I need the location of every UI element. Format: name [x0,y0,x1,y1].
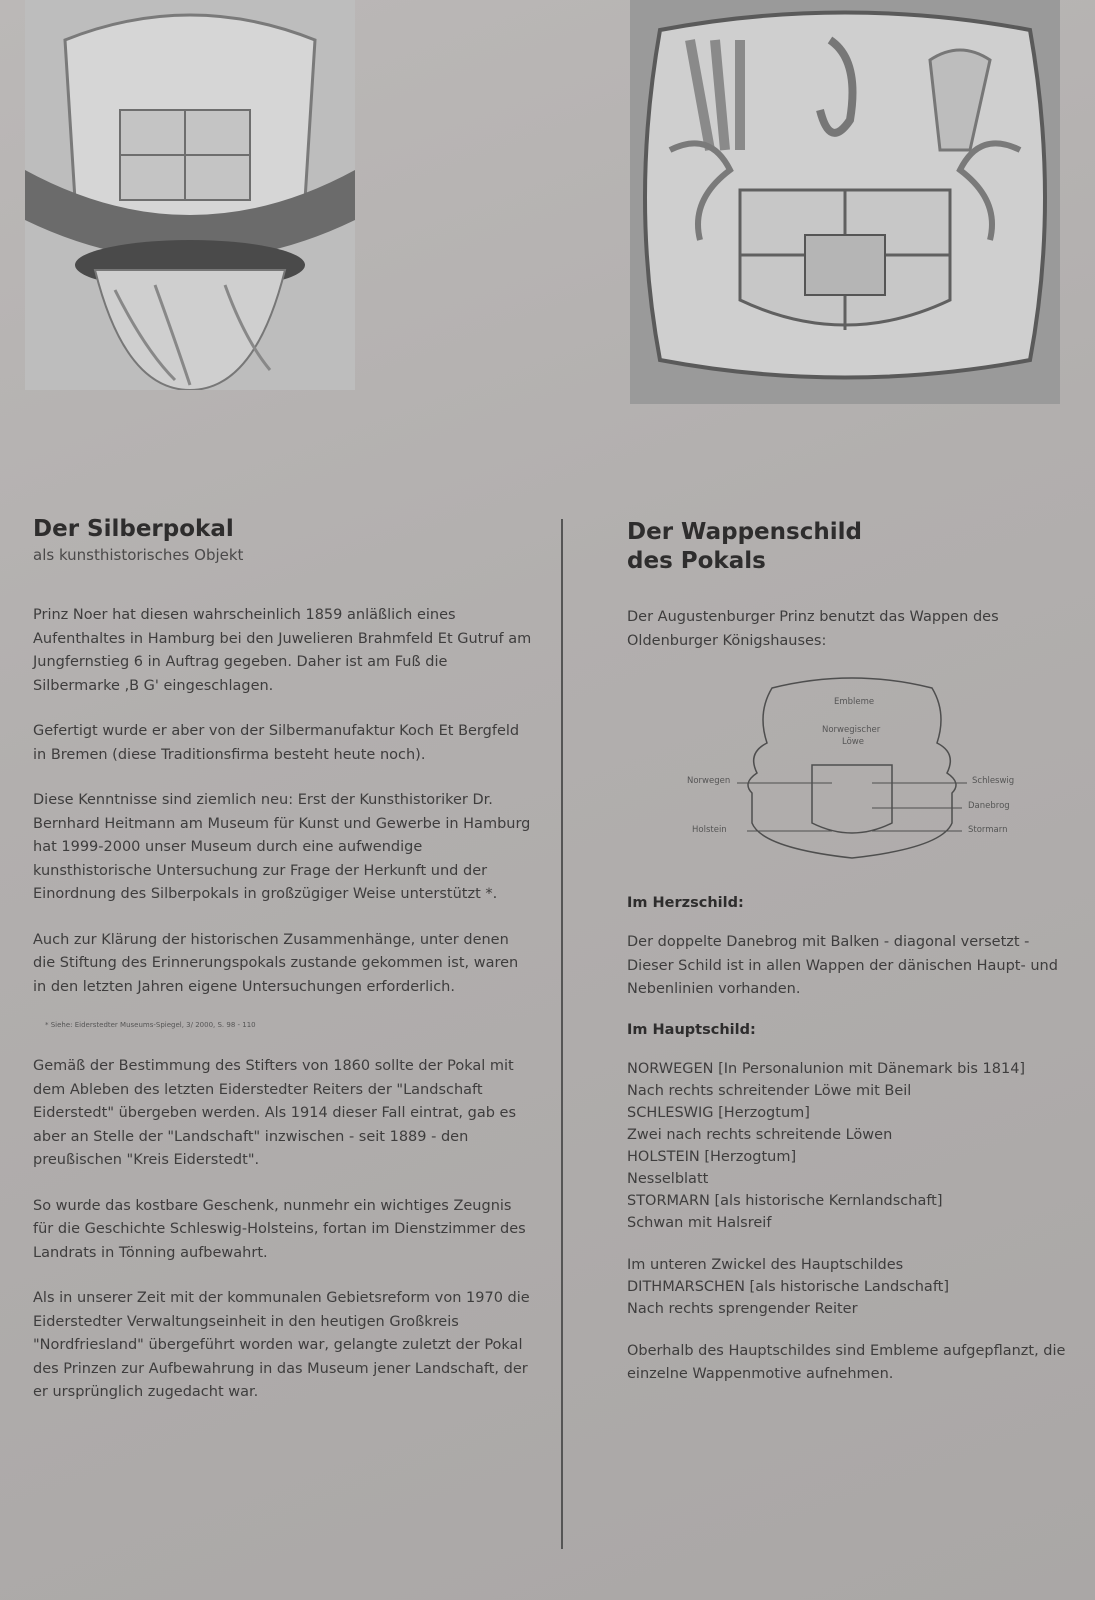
photo-coat-of-arms-closeup [630,0,1060,404]
label-norwegen: Norwegen [687,776,731,786]
left-paragraph: So wurde das kostbare Geschenk, nunmehr ein wichtiges Zeugnis für die Geschichte Schleswig-Holsteins, fortan im Dienstzimmer des Landrats in Tönning aufbewahrt. [33,1197,526,1261]
left-column [33,515,533,1427]
closing-text: Oberhalb des Hauptschildes sind Embleme aufgepflanzt, die einzelne Wappenmotive aufnehmen. [627,1342,1066,1382]
zwickel-list [627,1254,1067,1320]
list-item: Nach rechts sprengender Reiter [627,1300,858,1317]
left-paragraph: Prinz Noer hat diesen wahrscheinlich 1859 anläßlich eines Aufenthaltes in Hamburg bei den Juwelieren Brahmfeld Et Gutruf am Jungfernstieg 6 in Auftrag gegeben. Daher ist am Fuß die Silbermarke ‚B G' eingeschlagen. [33,607,532,694]
left-subtitle: als kunsthistorisches Objekt [33,546,244,564]
hauptschild-heading: Im Hauptschild: [627,1021,756,1038]
hauptschild-list [627,1058,1067,1234]
left-paragraph: Gemäß der Bestimmung des Stifters von 1860 sollte der Pokal mit dem Ableben des letzten Eiderstedter Reiters der "Landschaft Eiderstedt" übergeben werden. Als 1914 dieser Fall eintrat, gab es aber an Stelle der "Landschaft" inzwischen - seit 1889 - den preußischen "Kreis Eiderstedt". [33,1058,517,1168]
coat-of-arms-diagram [662,673,1042,873]
list-item: Nesselblatt [627,1170,709,1187]
right-column [627,518,1067,1407]
goblet-illustration [25,0,355,390]
label-schleswig: Schleswig [972,776,1015,786]
list-item: Im unteren Zwickel des Hauptschildes [627,1256,904,1273]
list-item: STORMARN [als historische Kernlandschaft] [627,1192,943,1209]
column-divider [561,519,563,1549]
list-item: Schwan mit Halsreif [627,1214,772,1231]
left-paragraph: Gefertigt wurde er aber von der Silbermanufaktur Koch Et Bergfeld in Bremen (diese Traditionsfirma besteht heute noch). [33,723,520,763]
left-title: Der Silberpokal [33,516,234,542]
list-item: SCHLESWIG [Herzogtum] [627,1104,810,1121]
label-holstein: Holstein [692,825,727,835]
list-item: NORWEGEN [In Personalunion mit Dänemark bis 1814] [627,1060,1026,1077]
left-paragraph: Auch zur Klärung der historischen Zusammenhänge, unter denen die Stiftung des Erinnerungspokals zustande gekommen ist, waren in den letzten Jahren eigene Untersuchungen erforderlich. [33,931,519,995]
footnote: * Siehe: Eiderstedter Museums-Spiegel, 3/ 2000, S. 98 - 110 [45,1021,256,1029]
label-lion-line2: Löwe [842,737,864,747]
label-emblems: Embleme [834,697,875,707]
herzschild-heading: Im Herzschild: [627,895,744,911]
label-lion-line1: Norwegischer [822,725,881,735]
list-item: HOLSTEIN [Herzogtum] [627,1148,797,1165]
label-stormarn: Stormarn [968,825,1008,835]
right-intro: Der Augustenburger Prinz benutzt das Wappen des Oldenburger Königshauses: [627,609,999,649]
coat-of-arms-illustration [630,0,1060,404]
right-title-line2: des Pokals [627,548,766,574]
list-item: Zwei nach rechts schreitende Löwen [627,1126,893,1143]
herzschild-text: Der doppelte Danebrog mit Balken - diagonal versetzt - Dieser Schild ist in allen Wappen der dänischen Haupt- und Nebenlinien vorhanden. [627,934,1058,997]
label-danebrog: Danebrog [968,801,1010,811]
left-paragraph: Als in unserer Zeit mit der kommunalen Gebietsreform von 1970 die Eiderstedter Verwaltungseinheit in den heutigen Großkreis "Nordfriesland" übergeführt worden war, gelangte zuletzt der Pokal des Prinzen zur Aufbewahrung in das Museum jener Landschaft, der er ursprünglich zugedacht war. [33,1290,530,1400]
left-paragraph: Diese Kenntnisse sind ziemlich neu: Erst der Kunsthistoriker Dr. Bernhard Heitmann am Museum für Kunst und Gewerbe in Hamburg hat 1999-2000 unser Museum durch eine aufwendige kunsthistorische Untersuchung zur Frage der Herkunft und der Einordnung des Silberpokals in großzügiger Weise unterstützt *. [33,792,531,902]
right-title-line1: Der Wappenschild [627,519,862,545]
list-item: DITHMARSCHEN [als historische Landschaft] [627,1278,950,1295]
photo-goblet-coat-of-arms [25,0,355,390]
list-item: Nach rechts schreitender Löwe mit Beil [627,1082,912,1099]
